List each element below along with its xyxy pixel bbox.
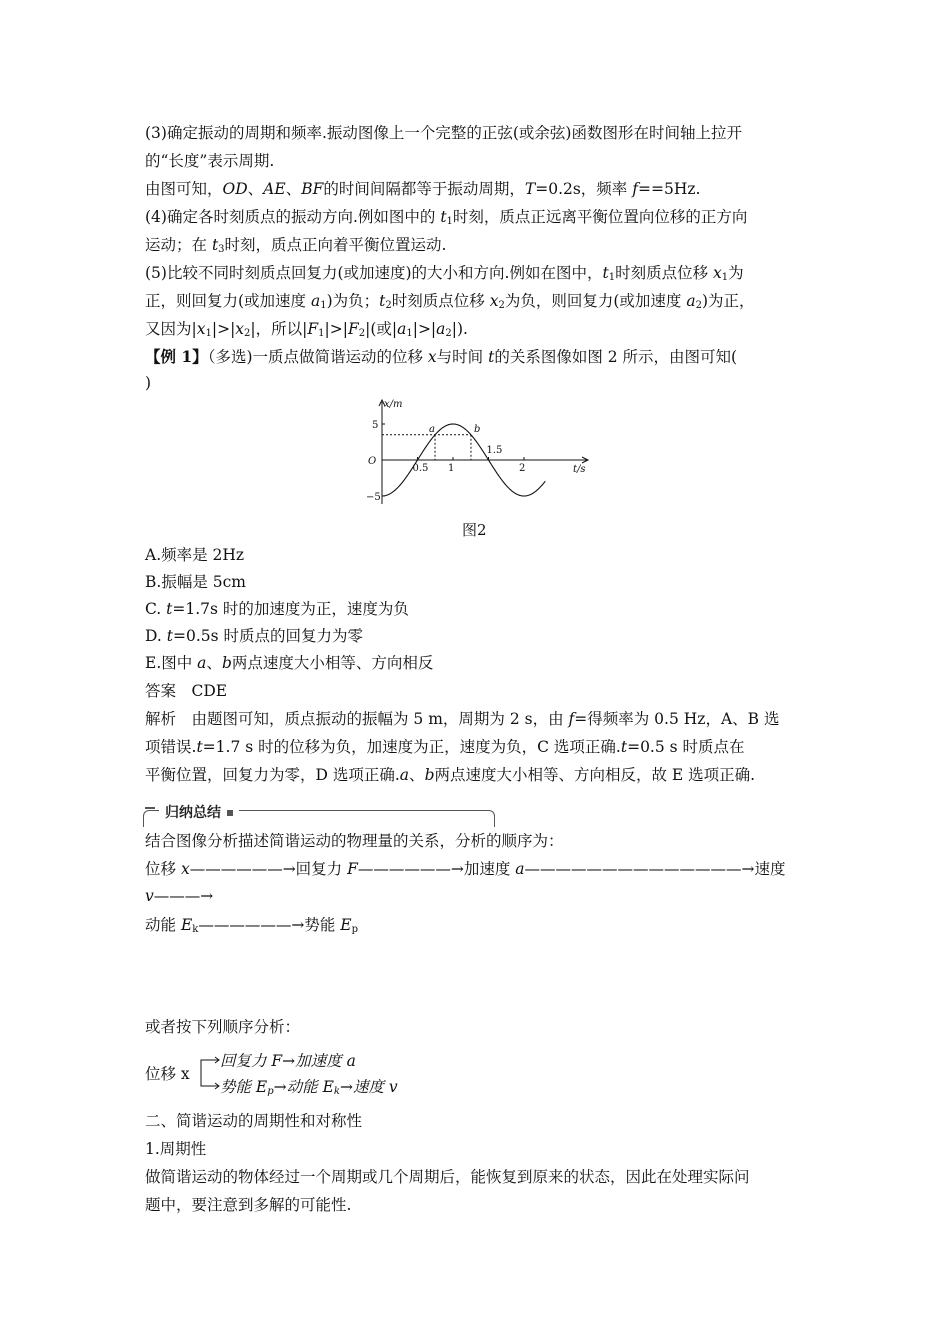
- origin-label: O: [368, 456, 377, 467]
- para-line: (4)确定各时刻质点的振动方向.例如图中的 $t_1$时刻，质点正远离平衡位置向位移的正方向: [145, 208, 748, 227]
- para-line: 由图可知，OD、AE、BF的时间间隔都等于振动周期，T=0.2s，频率 f==5Hz.: [145, 180, 701, 198]
- x-tick-label: 0.5: [412, 463, 429, 474]
- vibration-graph: [360, 398, 600, 510]
- para-line: (5)比较不同时刻质点回复力(或加速度)的大小和方向.例如在图中，$t_1$时刻质点位移 $x_1$为: [145, 264, 744, 283]
- answer: 答案 CDE: [145, 682, 228, 700]
- x-axis-label: t/s: [573, 464, 586, 475]
- square-icon: [227, 810, 233, 816]
- summary-header: [143, 804, 495, 826]
- summary-tag: 归纳总结: [165, 805, 221, 821]
- x-tick-label: 1.5: [486, 445, 503, 456]
- analysis-line: 解析 由题图可知，质点振动的振幅为 5 m，周期为 2 s，由 f=得频率为 0.5 Hz，A、B 选: [145, 710, 780, 728]
- option-c: C. t=1.7s 时的加速度为正，速度为负: [145, 600, 409, 618]
- section-heading: 二、简谐运动的周期性和对称性: [145, 1112, 363, 1130]
- y-axis-label: x/m: [384, 399, 403, 410]
- branch-diagram: [145, 1046, 445, 1102]
- summary-chain: 动能 $E_k——————\to$势能 $E_p$: [145, 916, 358, 935]
- branch-top: 回复力 F→加速度 a: [220, 1052, 356, 1070]
- analysis-line: 项错误.t=1.7 s 时的位移为负，加速度为正，速度为负，C 选项正确.t=0.5 s 时质点在: [145, 738, 745, 756]
- para-line: 的“长度”表示周期.: [145, 152, 275, 170]
- branch-root: 位移 x: [145, 1065, 190, 1083]
- subheading: 1.周期性: [145, 1140, 207, 1158]
- example-question: 【例 1】（多选)一质点做简谐运动的位移 x与时间 t的关系图像如图 2 所示，由图可知(: [145, 347, 738, 366]
- para-line: (3)确定振动的周期和频率.振动图像上一个完整的正弦(或余弦)函数图形在时间轴上拉开: [145, 124, 742, 142]
- figure-caption: 图2: [462, 521, 487, 539]
- option-a: A.频率是 2Hz: [145, 546, 245, 564]
- x-tick-label: 2: [519, 463, 526, 474]
- alt-intro: 或者按下列顺序分析：: [145, 1018, 301, 1036]
- point-b-label: b: [473, 423, 481, 435]
- para-line: 运动；在 $t_3$时刻，质点正向着平衡位置运动.: [145, 236, 447, 255]
- point-a-label: a: [429, 423, 435, 435]
- example-question-paren: ): [145, 374, 152, 392]
- y-tick-label: 5: [372, 420, 379, 431]
- para-line: 题中，要注意到多解的可能性.: [145, 1196, 352, 1214]
- option-d: D. t=0.5s 时质点的回复力为零: [145, 627, 363, 645]
- analysis-line: 平衡位置，回复力为零，D 选项正确.a、b两点速度大小相等、方向相反，故 E 选项正确.: [145, 766, 756, 784]
- option-b: B.振幅是 5cm: [145, 573, 246, 591]
- y-tick-label: −5: [366, 492, 381, 503]
- summary-chain: v———→: [145, 887, 214, 905]
- option-e: E.图中 a、b两点速度大小相等、方向相反: [145, 654, 434, 672]
- x-tick-label: 1: [448, 463, 455, 474]
- para-line: 正，则回复力(或加速度 $a_1$)为负；$t_2$时刻质点位移 $x_2$为负，则回复力(或加速度 $a_2$)为正，: [145, 292, 755, 311]
- para-line: 做简谐运动的物体经过一个周期或几个周期后，能恢复到原来的状态，因此在处理实际问: [145, 1168, 750, 1186]
- summary-text: 结合图像分析描述简谐运动的物理量的关系，分析的顺序为：: [145, 832, 564, 850]
- para-line: 又因为$|x_1|>|x_2|$，所以$|F_1|>|F_2|$(或$|a_1|>|a_2|$).: [145, 320, 468, 339]
- branch-bottom: 势能 $E_p\to$动能 $E_k\to$速度 v: [220, 1078, 398, 1097]
- summary-chain: 位移 x——————→回复力 F——————→加速度 a——————————————→速度: [145, 860, 786, 878]
